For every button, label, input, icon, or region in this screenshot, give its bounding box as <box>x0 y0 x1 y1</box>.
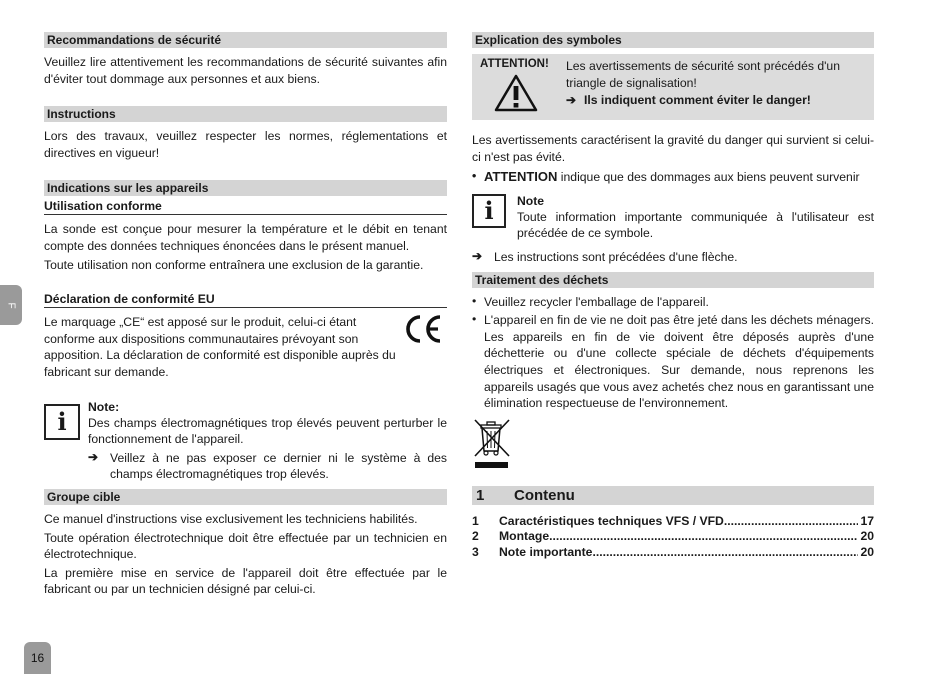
arrow-right-icon: ➔ <box>472 248 483 263</box>
ce-text: Le marquage „CE“ est apposé sur le produit, celui-ci étant conforme aux dispositions communautaires prévoyant son apposition. La déclaration de conformité est disponible auprès du fabricant sur demande. <box>44 315 396 379</box>
eu-conformity-heading: Déclaration de conformité EU <box>44 292 447 308</box>
ce-block <box>44 314 447 382</box>
intended-use-text: La sonde est conçue pour mesurer la température et le débit en tenant compte des données techniques énoncées dans le présent manuel. <box>44 222 447 253</box>
attention-bullet-text: indique que des dommages aux biens peuvent survenir <box>557 170 860 185</box>
target-group-heading: Groupe cible <box>44 489 447 505</box>
toc-list <box>472 514 874 561</box>
instructions-text: Lors des travaux, veuillez respecter les normes, réglementations et directives en vigueur! <box>44 129 447 160</box>
list-item: • Veuillez recycler l'emballage de l'appareil. <box>472 293 709 309</box>
severity-text: Les avertissements caractérisent la gravité du danger qui survient si celui-ci n'est pas évité. <box>472 133 874 164</box>
language-tab <box>0 285 22 325</box>
ce-mark-icon <box>399 314 447 382</box>
contents-heading <box>472 486 874 505</box>
attention-box <box>472 54 874 120</box>
note-block <box>44 400 447 485</box>
attention-bullet: • ATTENTION indique que des dommages aux biens peuvent survenir <box>472 169 860 185</box>
symbols-heading: Explication des symboles <box>472 32 874 48</box>
info-icon: i <box>44 404 80 440</box>
warning-triangle-icon <box>480 74 566 115</box>
intended-use-heading: Utilisation conforme <box>44 199 447 215</box>
page-number: 16 <box>24 642 51 674</box>
attention-arrow-text: Ils indiquent comment éviter le danger! <box>584 93 811 108</box>
toc-entry[interactable]: 1 Caractéristiques techniques VFS / VFD ..... 17 <box>472 514 874 530</box>
contents-number: 1 <box>476 486 485 504</box>
arrow-line <box>472 249 874 268</box>
toc-entry[interactable]: 2 Montage ..... 20 <box>472 529 874 545</box>
language-tab-label: F <box>5 301 17 309</box>
safety-text: Veuillez lire attentivement les recommandations de sécurité suivantes afin d'éviter tout dommage aux personnes et aux biens. <box>44 55 447 86</box>
contents-title: Contenu <box>514 486 575 504</box>
warranty-text: Toute utilisation non conforme entraînera une exclusion de la garantie. <box>44 257 424 272</box>
arrow-right-icon: ➔ <box>566 93 577 108</box>
left-column <box>44 32 447 600</box>
info-icon: i <box>472 194 506 228</box>
note-arrow-text: Veillez à ne pas exposer ce dernier ni le système à des champs électromagnétiques trop élevés. <box>110 450 447 482</box>
note-symbol-block <box>472 194 874 244</box>
waste-list <box>472 294 874 414</box>
attention-keyword: ATTENTION <box>484 169 558 185</box>
list-item: • L'appareil en fin de vie ne doit pas être jeté dans les déchets ménagers. Les appareils en fin de vie doivent être déposés auprès d'une déchetterie ou d'une collecte spéciale de déchets d'équipements électriques et électroniques. Sur demande, nous reprenons les appareils usagés que vous avez achetés chez nous en garantissant une élimination respectueuse de l'environnement. <box>472 312 874 411</box>
target-text-2: Toute opération électrotechnique doit être effectuée par un technicien en électrotechnique. <box>44 530 447 562</box>
note-symbol-title: Note <box>517 193 545 208</box>
right-column <box>472 32 874 560</box>
device-heading: Indications sur les appareils <box>44 180 447 196</box>
toc-entry[interactable]: 3 Note importante ..... 20 <box>472 545 874 561</box>
target-text-1: Ce manuel d'instructions vise exclusivement les techniciens habilités. <box>44 511 418 526</box>
target-text-3: La première mise en service de l'appareil doit être effectuée par le fabricant ou par un technicien désigné par celui-ci. <box>44 565 447 597</box>
note-text: Des champs électromagnétiques trop élevés peuvent perturber le fonctionnement de l'appareil. <box>88 415 447 447</box>
note-title: Note: <box>88 399 120 414</box>
crossed-bin-icon <box>472 418 512 473</box>
note-symbol-text: Toute information importante communiquée à l'utilisateur est précédée de ce symbole. <box>517 209 874 241</box>
safety-heading: Recommandations de sécurité <box>44 32 447 48</box>
arrow-line-text: Les instructions sont précédées d'une flèche. <box>494 249 738 264</box>
arrow-right-icon: ➔ <box>88 449 99 464</box>
attention-text: Les avertissements de sécurité sont précédés d'un triangle de signalisation! <box>566 59 840 90</box>
instructions-heading: Instructions <box>44 106 447 122</box>
attention-label: ATTENTION! <box>480 58 549 70</box>
waste-heading: Traitement des déchets <box>472 272 874 288</box>
